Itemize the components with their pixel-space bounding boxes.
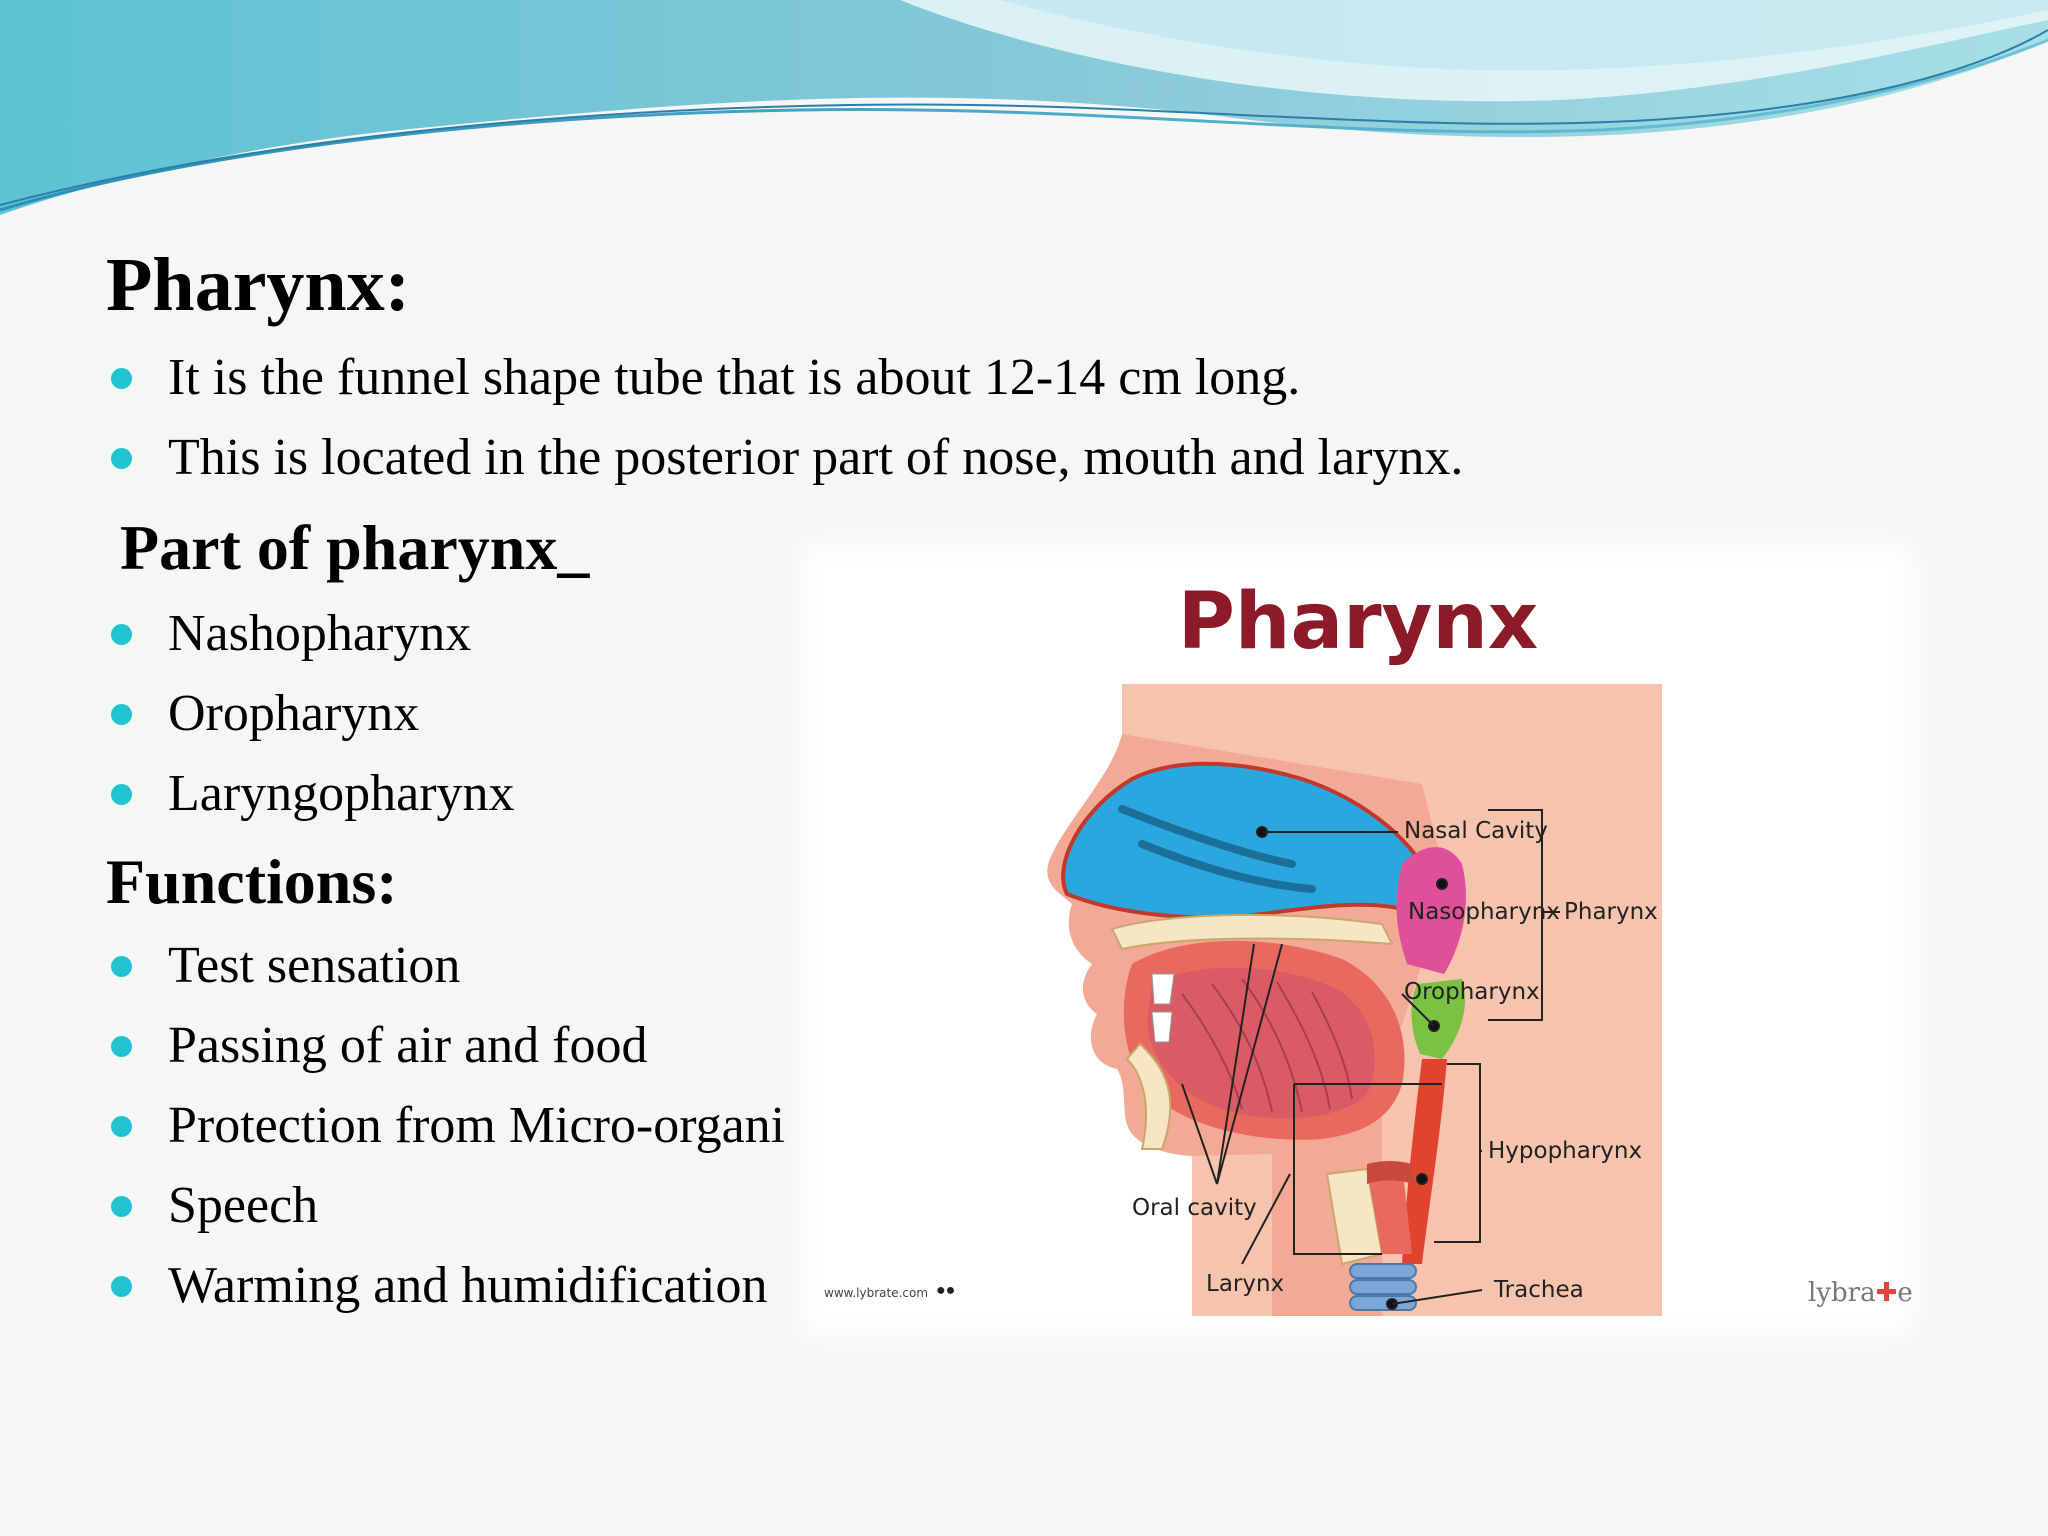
bullet-text: It is the funnel shape tube that is about 12-14 cm long.: [168, 349, 1301, 406]
diagram-title: Pharynx: [1177, 577, 1539, 667]
bullet-text: Oropharynx: [168, 685, 420, 742]
bullet-dot-icon: [111, 1196, 132, 1217]
bullet-dot-icon: [111, 368, 132, 389]
trachea-rings: [1350, 1264, 1416, 1310]
list-item: [0, 926, 785, 1006]
bullet-text: Nashopharynx: [168, 605, 472, 662]
bullet-text: Passing of air and food: [168, 1017, 648, 1074]
bullet-dot-icon: [111, 1276, 132, 1297]
bullet-text: This is located in the posterior part of nose, mouth and larynx.: [168, 429, 1464, 486]
label-oropharynx: Oropharynx: [1404, 979, 1540, 1005]
bullet-text: Laryngopharynx: [168, 765, 515, 822]
list-item: [0, 674, 515, 754]
list-item: [0, 1246, 785, 1326]
list-item: [0, 594, 515, 674]
list-item: [0, 1086, 785, 1166]
list-item: [0, 754, 515, 834]
bullet-dot-icon: [111, 1036, 132, 1057]
image-credit-url: www.lybrate.com: [824, 1286, 929, 1300]
watermark-plus-icon: ✚: [1875, 1278, 1898, 1308]
list-item: [0, 338, 1463, 418]
label-pharynx: Pharynx: [1564, 899, 1658, 925]
pharynx-diagram-image: [822, 564, 1913, 1316]
bullet-dot-icon: [111, 448, 132, 469]
label-oral-cavity: Oral cavity: [1132, 1195, 1257, 1221]
label-nasal-cavity: Nasal Cavity: [1404, 818, 1548, 844]
bullet-text: Protection from Micro-organi: [168, 1097, 786, 1154]
bullet-text: Speech: [168, 1177, 319, 1234]
label-nasopharynx: Nasopharynx: [1408, 899, 1560, 925]
watermark-text-tail: e: [1897, 1278, 1913, 1308]
bullet-text: Warming and humidification: [168, 1257, 768, 1314]
label-hypopharynx: Hypopharynx: [1488, 1138, 1643, 1164]
intro-bullet-list: [0, 338, 1463, 498]
bullet-dot-icon: [111, 1116, 132, 1137]
bullet-dot-icon: [111, 784, 132, 805]
list-item: [0, 418, 1463, 498]
bullet-dot-icon: [111, 956, 132, 977]
watermark-text: lybra: [1808, 1278, 1876, 1308]
functions-heading: Functions:: [106, 846, 398, 917]
watermark-logo: [1808, 1278, 1913, 1308]
pharynx-anatomy-illustration: [822, 564, 1894, 1316]
bullet-dot-icon: [111, 704, 132, 725]
header-wave-decoration: [0, 0, 2048, 240]
label-trachea: Trachea: [1494, 1277, 1584, 1303]
functions-bullet-list: [0, 926, 785, 1326]
parts-heading: Part of pharynx_: [120, 512, 590, 583]
list-item: [0, 1006, 785, 1086]
slide-title: Pharynx:: [106, 243, 410, 327]
bullet-text: Test sensation: [168, 937, 461, 994]
app-store-icons: ●●: [936, 1282, 956, 1299]
bullet-dot-icon: [111, 624, 132, 645]
label-larynx: Larynx: [1206, 1271, 1285, 1297]
parts-bullet-list: [0, 594, 515, 834]
list-item: [0, 1166, 785, 1246]
